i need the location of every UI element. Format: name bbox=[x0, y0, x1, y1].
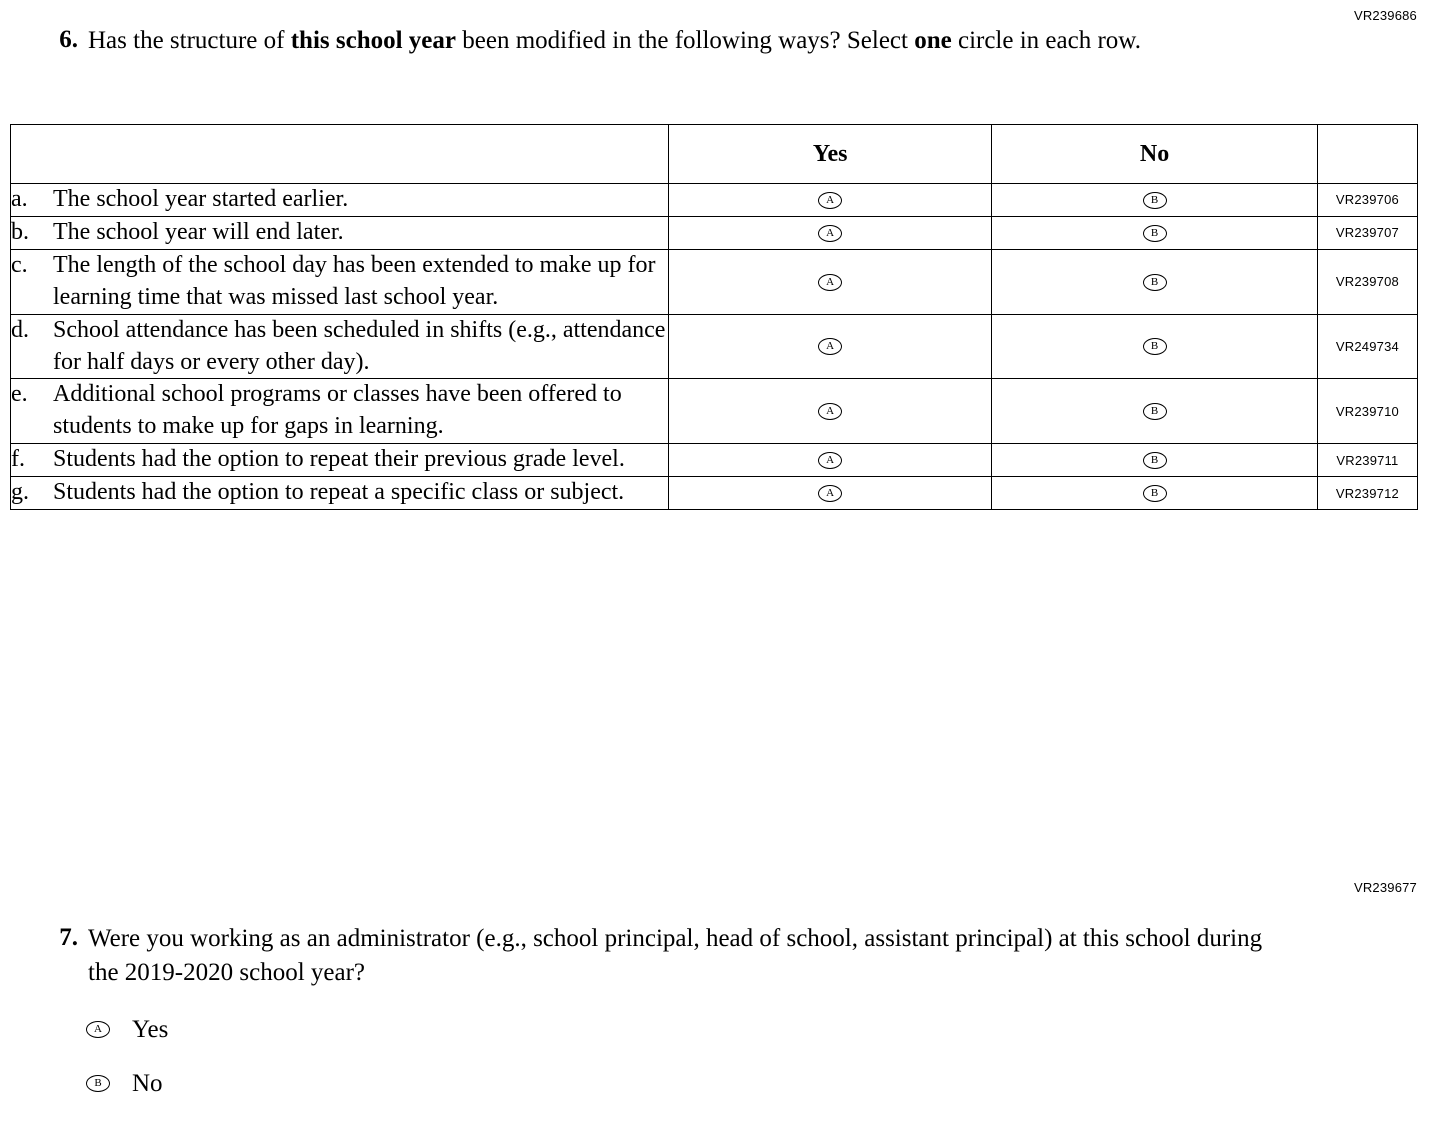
row-d-yes-cell[interactable] bbox=[668, 314, 991, 379]
bubble-b-yes[interactable]: A bbox=[818, 225, 842, 242]
row-c-yes-cell[interactable] bbox=[668, 249, 991, 314]
row-letter-c: c. bbox=[11, 251, 28, 278]
row-label-c: The length of the school day has been extended to make up for learning time that was missed last school year. bbox=[53, 251, 656, 310]
row-stem-e bbox=[11, 379, 669, 444]
bubble-d-no[interactable]: B bbox=[1143, 338, 1167, 355]
row-letter-d: d. bbox=[11, 316, 29, 343]
row-letter-e: e. bbox=[11, 381, 28, 408]
question-6-response-table bbox=[10, 124, 1418, 510]
bubble-q7-yes[interactable]: A bbox=[86, 1021, 110, 1038]
row-stem-a bbox=[11, 184, 669, 217]
row-label-e: Additional school programs or classes have been offered to students to make up for gaps in learning. bbox=[53, 381, 622, 440]
row-a-code: VR239706 bbox=[1317, 184, 1417, 217]
row-e-yes-cell[interactable] bbox=[668, 379, 991, 444]
question-7-text: Were you working as an administrator (e.g., school principal, head of school, assistant principal) at this school during the 2019-2020 school year? bbox=[88, 925, 1263, 986]
question-6-text-bold-2: one bbox=[914, 27, 952, 54]
table-row bbox=[11, 314, 1418, 379]
bubble-f-no[interactable]: B bbox=[1143, 452, 1167, 469]
question-7-answer-no-label: No bbox=[132, 1069, 163, 1097]
bubble-a-yes[interactable]: A bbox=[818, 192, 842, 209]
row-f-code: VR239711 bbox=[1317, 444, 1417, 477]
row-stem-g bbox=[11, 477, 669, 510]
column-header-yes: Yes bbox=[668, 125, 991, 184]
row-b-code: VR239707 bbox=[1317, 216, 1417, 249]
row-c-code: VR239708 bbox=[1317, 249, 1417, 314]
row-e-code: VR239710 bbox=[1317, 379, 1417, 444]
table-row bbox=[11, 249, 1418, 314]
question-6-text-bold-1: this school year bbox=[290, 27, 456, 54]
bubble-c-no[interactable]: B bbox=[1143, 274, 1167, 291]
row-stem-b bbox=[11, 216, 669, 249]
bubble-g-no[interactable]: B bbox=[1143, 485, 1167, 502]
row-letter-b: b. bbox=[11, 218, 29, 245]
row-letter-a: a. bbox=[11, 186, 28, 212]
question-7-answer-yes-label: Yes bbox=[132, 1015, 169, 1043]
bubble-d-yes[interactable]: A bbox=[818, 338, 842, 355]
question-6-text-part-3: circle in each row. bbox=[951, 27, 1141, 54]
question-7-block bbox=[38, 922, 1288, 1124]
row-g-no-cell[interactable] bbox=[992, 477, 1317, 510]
bubble-e-no[interactable]: B bbox=[1143, 403, 1167, 420]
question-7-answer-yes[interactable] bbox=[86, 1016, 1288, 1044]
row-letter-g: g. bbox=[11, 479, 29, 506]
question-7-code: VR239677 bbox=[1353, 880, 1417, 895]
row-stem-d bbox=[11, 314, 669, 379]
column-header-code bbox=[1317, 125, 1417, 184]
question-6-block bbox=[38, 24, 1288, 58]
table-row bbox=[11, 444, 1418, 477]
page-top-right-code: VR239686 bbox=[1353, 8, 1417, 23]
bubble-e-yes[interactable]: A bbox=[818, 403, 842, 420]
row-d-code: VR249734 bbox=[1317, 314, 1417, 379]
row-c-no-cell[interactable] bbox=[992, 249, 1317, 314]
row-label-g: Students had the option to repeat a specific class or subject. bbox=[53, 479, 625, 506]
question-7-number: 7. bbox=[59, 924, 78, 951]
row-a-no-cell[interactable] bbox=[992, 184, 1317, 217]
row-b-yes-cell[interactable] bbox=[668, 216, 991, 249]
table-row bbox=[11, 216, 1418, 249]
question-6-text-part-2: been modified in the following ways? Select bbox=[456, 27, 915, 54]
bubble-c-yes[interactable]: A bbox=[818, 274, 842, 291]
bubble-b-no[interactable]: B bbox=[1143, 225, 1167, 242]
row-stem-f bbox=[11, 444, 669, 477]
bubble-f-yes[interactable]: A bbox=[818, 452, 842, 469]
question-7-answer-no[interactable] bbox=[86, 1070, 1288, 1098]
row-letter-f: f. bbox=[11, 446, 25, 473]
table-row bbox=[11, 379, 1418, 444]
row-label-d: School attendance has been scheduled in shifts (e.g., attendance for half days or every other day). bbox=[53, 316, 666, 375]
question-6-number: 6. bbox=[59, 26, 78, 53]
row-f-yes-cell[interactable] bbox=[668, 444, 991, 477]
row-g-yes-cell[interactable] bbox=[668, 477, 991, 510]
row-b-no-cell[interactable] bbox=[992, 216, 1317, 249]
row-stem-c bbox=[11, 249, 669, 314]
row-g-code: VR239712 bbox=[1317, 477, 1417, 510]
row-a-yes-cell[interactable] bbox=[668, 184, 991, 217]
row-label-f: Students had the option to repeat their previous grade level. bbox=[53, 446, 625, 473]
column-header-blank bbox=[11, 125, 669, 184]
column-header-no: No bbox=[992, 125, 1317, 184]
row-d-no-cell[interactable] bbox=[992, 314, 1317, 379]
bubble-g-yes[interactable]: A bbox=[818, 485, 842, 502]
row-f-no-cell[interactable] bbox=[992, 444, 1317, 477]
row-e-no-cell[interactable] bbox=[992, 379, 1317, 444]
question-6-text bbox=[88, 24, 1141, 58]
question-6-text-part-1: Has the structure of bbox=[88, 27, 291, 54]
bubble-a-no[interactable]: B bbox=[1143, 192, 1167, 209]
table-row bbox=[11, 477, 1418, 510]
row-label-a: The school year started earlier. bbox=[53, 186, 349, 212]
table-row bbox=[11, 184, 1418, 217]
table-header-row bbox=[11, 125, 1418, 184]
row-label-b: The school year will end later. bbox=[53, 218, 344, 245]
question-7-answer-list bbox=[86, 1016, 1288, 1098]
bubble-q7-no[interactable]: B bbox=[86, 1075, 110, 1092]
